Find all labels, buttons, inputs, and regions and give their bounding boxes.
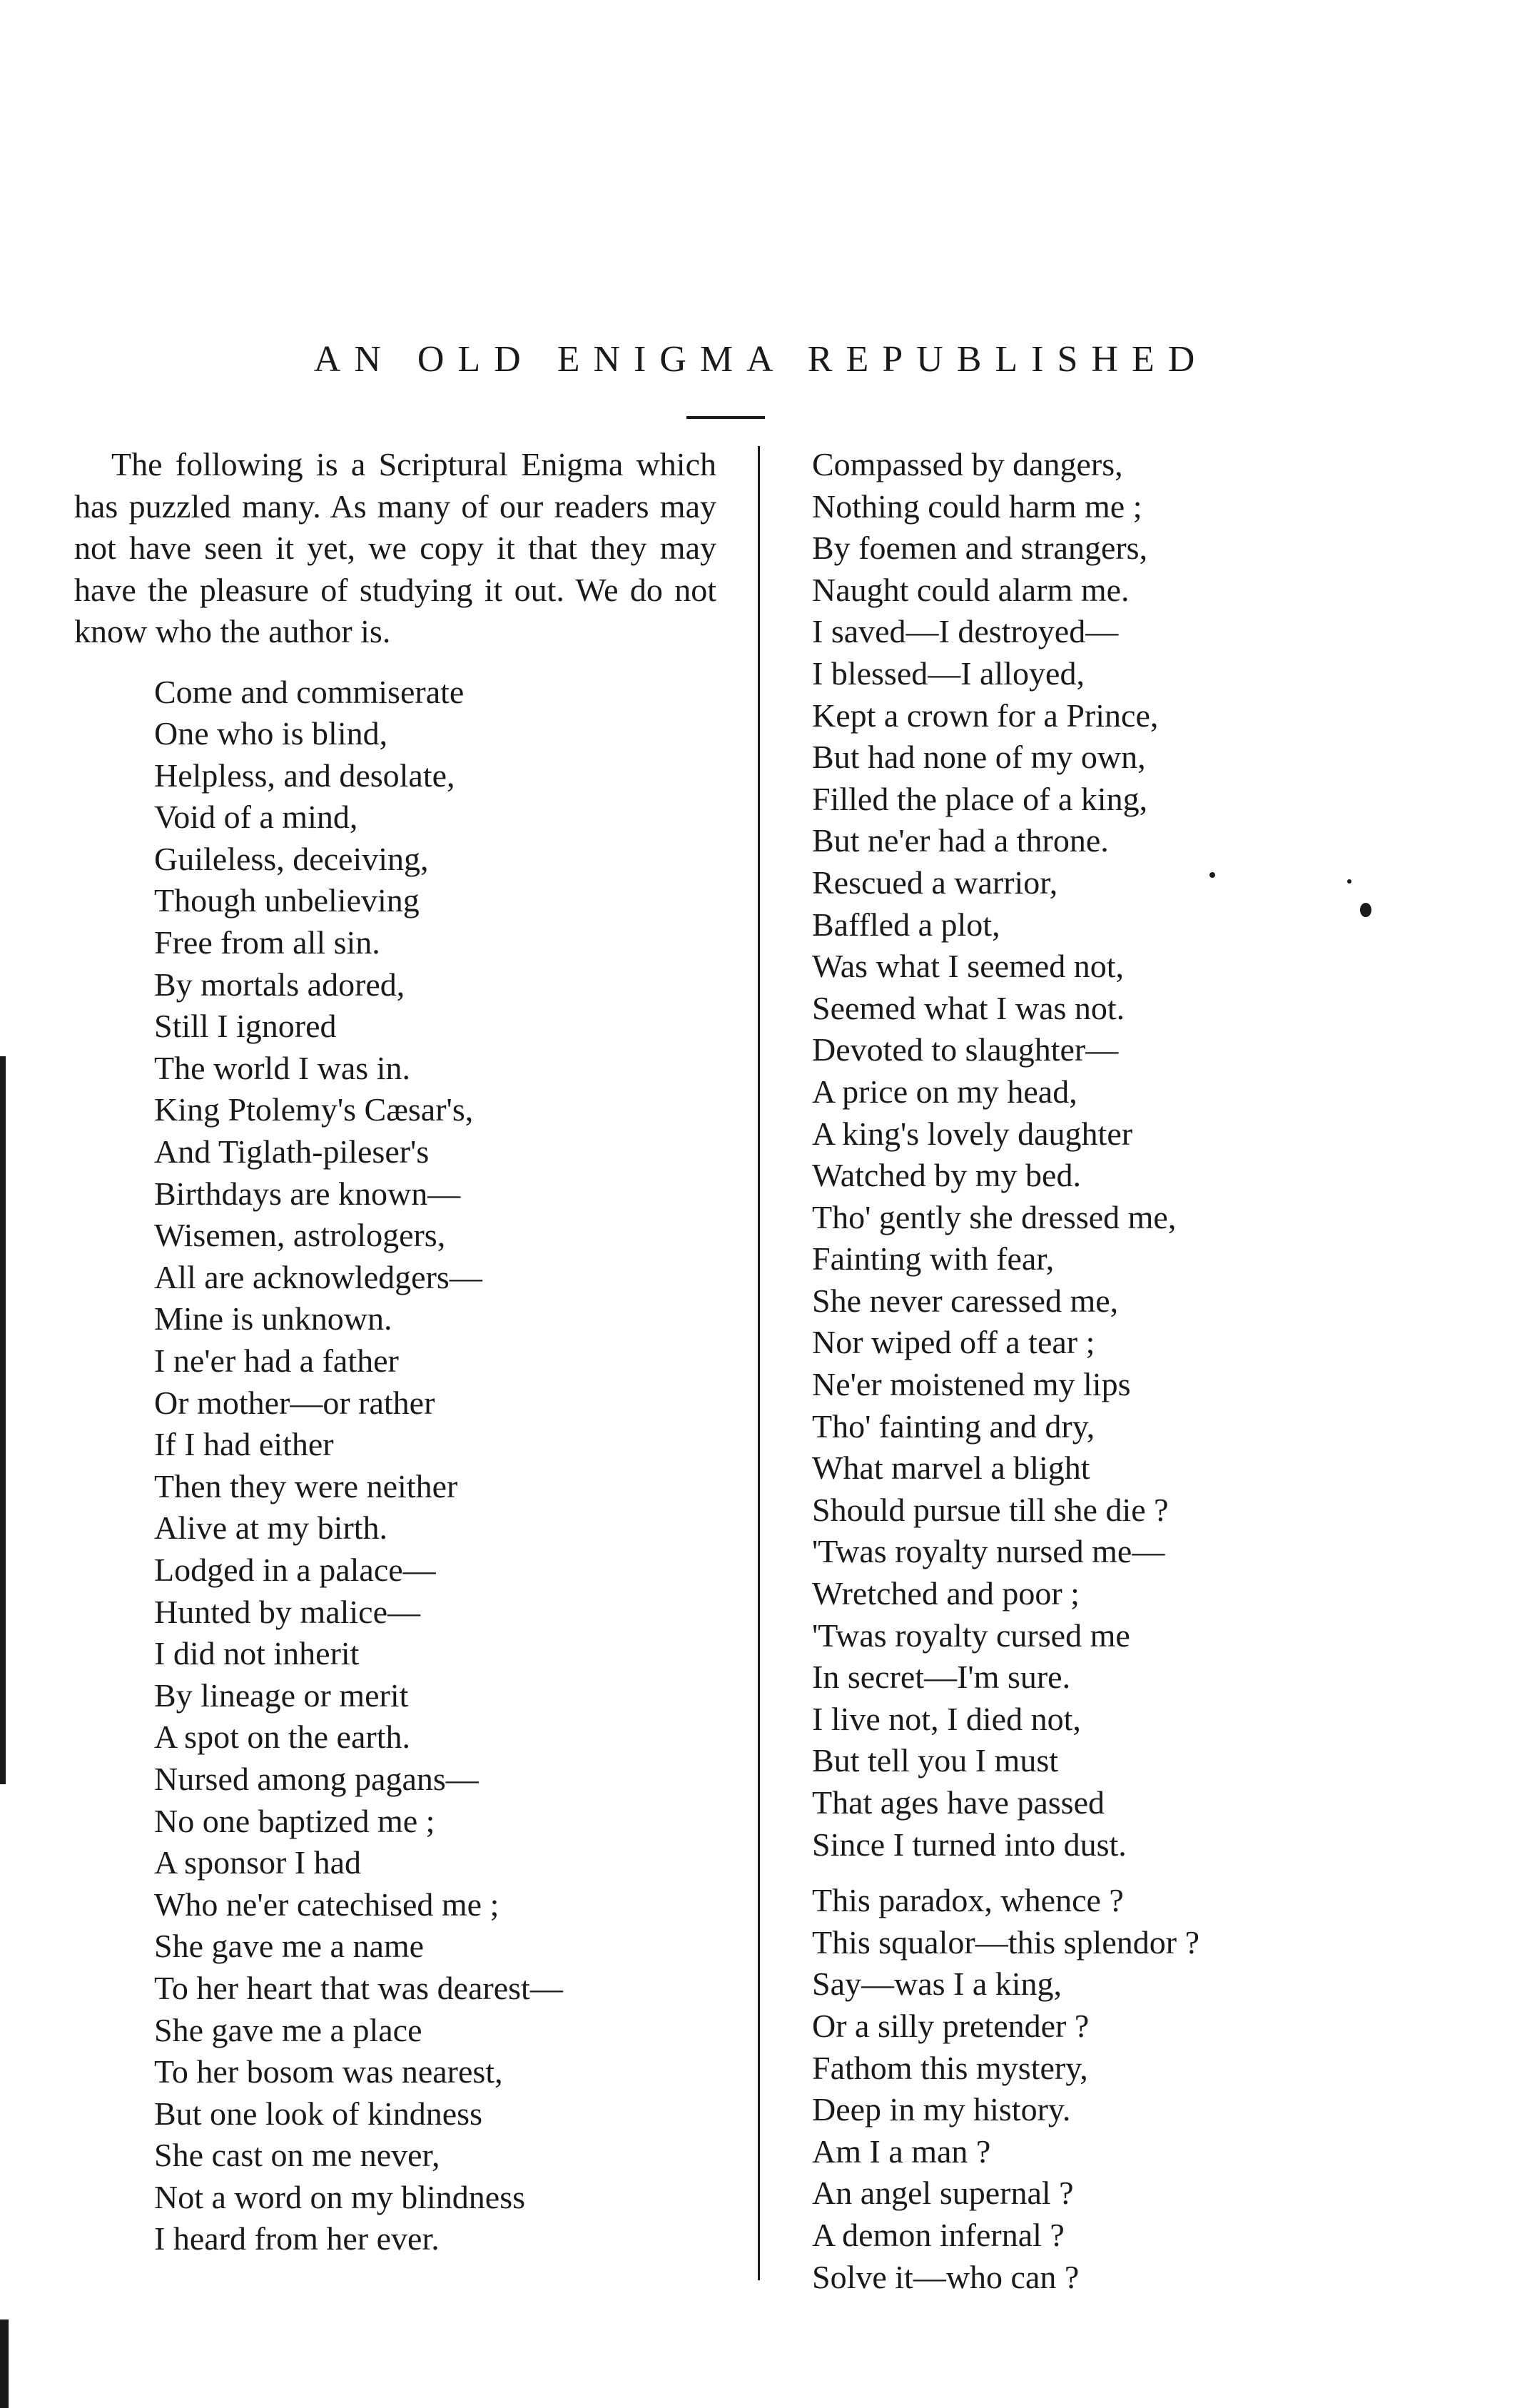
verse-line: Or mother—or rather <box>154 1384 435 1421</box>
verse-line: Should pursue till she die ? <box>812 1491 1169 1528</box>
verse-line: I did not inherit <box>154 1635 360 1672</box>
verse-line: But one look of kindness <box>154 2095 482 2132</box>
verse-line: Alive at my birth. <box>154 1509 388 1547</box>
verse-line: And Tiglath-pileser's <box>154 1133 430 1170</box>
verse-line: To her bosom was nearest, <box>154 2053 503 2090</box>
verse-line: Solve it—who can ? <box>812 2258 1080 2295</box>
verse-line: Lodged in a palace— <box>154 1551 436 1588</box>
ink-speck <box>1209 872 1215 878</box>
verse-line: Not a word on my blindness <box>154 2178 526 2215</box>
verse-line: Who ne'er catechised me ; <box>154 1886 499 1923</box>
page-edge-mark <box>0 1056 6 1784</box>
verse-line: Or a silly pretender ? <box>812 2007 1090 2044</box>
verse-line: In secret—I'm sure. <box>812 1659 1071 1696</box>
column-divider <box>758 446 760 2280</box>
verse-line: Wretched and poor ; <box>812 1575 1080 1612</box>
title-rule <box>686 416 765 419</box>
verse-line: Guileless, deceiving, <box>154 840 429 877</box>
verse-line: A spot on the earth. <box>154 1719 410 1756</box>
verse-line: All are acknowledgers— <box>154 1258 482 1295</box>
verse-left <box>74 672 716 2261</box>
intro-text: The following is a Scriptural Enigma which has puzzled many. As many of our readers may not have seen it yet, we copy it that they may have the pleasure of studying it out. We do not know who the author is. <box>74 446 716 649</box>
verse-right-stanza-2 <box>812 1880 1454 2298</box>
verse-line: By mortals adored, <box>154 966 405 1003</box>
verse-line: One who is blind, <box>154 715 388 752</box>
page-edge-mark <box>0 2320 9 2408</box>
verse-line: Since I turned into dust. <box>812 1826 1127 1863</box>
verse-line: A price on my head, <box>812 1073 1077 1110</box>
verse-line: Devoted to slaughter— <box>812 1031 1119 1068</box>
verse-line: Was what I seemed not, <box>812 948 1124 985</box>
verse-line: Watched by my bed. <box>812 1157 1081 1194</box>
verse-line: Compassed by dangers, <box>812 446 1123 482</box>
verse-line: Mine is unknown. <box>154 1300 392 1337</box>
verse-line: An angel supernal ? <box>812 2175 1074 2212</box>
verse-line: Wisemen, astrologers, <box>154 1217 446 1254</box>
verse-line: This paradox, whence ? <box>812 1882 1124 1919</box>
verse-line: I blessed—I alloyed, <box>812 654 1085 692</box>
verse-line: Ne'er moistened my lips <box>812 1366 1131 1403</box>
verse-right-stanza-1 <box>812 444 1454 1866</box>
left-column <box>74 444 716 2260</box>
verse-line: A demon infernal ? <box>812 2216 1065 2253</box>
verse-line: She gave me a place <box>154 2011 422 2048</box>
verse-line: A king's lovely daughter <box>812 1115 1133 1152</box>
verse-line: She gave me a name <box>154 1928 425 1965</box>
verse-line: This squalor—this splendor ? <box>812 1923 1199 1961</box>
verse-line: Still I ignored <box>154 1008 337 1045</box>
verse-line: Free from all sin. <box>154 924 380 961</box>
verse-line: Say—was I a king, <box>812 1966 1062 2003</box>
verse-line: Rescued a warrior, <box>812 864 1058 901</box>
ink-speck <box>1347 879 1351 884</box>
verse-line: Nothing could harm me ; <box>812 487 1142 525</box>
verse-line: 'Twas royalty nursed me— <box>812 1533 1165 1570</box>
verse-line: She never caressed me, <box>812 1282 1119 1319</box>
verse-line: Tho' gently she dressed me, <box>812 1198 1177 1235</box>
verse-line: Baffled a plot, <box>812 906 1000 943</box>
verse-line: Void of a mind, <box>154 799 358 836</box>
verse-line: Then they were neither <box>154 1467 458 1504</box>
ink-speck <box>1360 903 1371 917</box>
article-title: AN OLD ENIGMA REPUBLISHED <box>313 339 1209 380</box>
verse-line: A sponsor I had <box>154 1844 362 1881</box>
verse-line: She cast on me never, <box>154 2137 440 2174</box>
verse-line: I heard from her ever. <box>154 2220 440 2257</box>
verse-line: No one baptized me ; <box>154 1802 435 1839</box>
verse-line: King Ptolemy's Cæsar's, <box>154 1091 474 1128</box>
verse-line: Nor wiped off a tear ; <box>812 1324 1095 1361</box>
verse-line: To her heart that was dearest— <box>154 1969 563 2006</box>
verse-line: 'Twas royalty cursed me <box>812 1617 1130 1654</box>
verse-line: Though unbelieving <box>154 882 420 919</box>
verse-line: Deep in my history. <box>812 2091 1071 2128</box>
verse-line: I saved—I destroyed— <box>812 613 1119 650</box>
verse-line: Tho' fainting and dry, <box>812 1407 1095 1445</box>
right-column <box>812 444 1454 2298</box>
verse-line: I ne'er had a father <box>154 1342 399 1379</box>
verse-line: Hunted by malice— <box>154 1593 421 1630</box>
verse-line: What marvel a blight <box>812 1450 1090 1487</box>
verse-line: By foemen and strangers, <box>812 530 1148 567</box>
verse-line: Nursed among pagans— <box>154 1760 479 1797</box>
verse-line: I live not, I died not, <box>812 1700 1081 1737</box>
verse-line: Fathom this mystery, <box>812 2049 1088 2086</box>
verse-line: That ages have passed <box>812 1784 1105 1821</box>
verse-line: But ne'er had a throne. <box>812 822 1109 859</box>
verse-line: Helpless, and desolate, <box>154 757 455 794</box>
verse-line: Naught could alarm me. <box>812 571 1130 608</box>
intro-paragraph <box>74 444 716 653</box>
verse-line: Seemed what I was not. <box>812 989 1125 1026</box>
verse-line: Fainting with fear, <box>812 1240 1055 1278</box>
verse-line: By lineage or merit <box>154 1676 409 1714</box>
verse-line: The world I was in. <box>154 1049 410 1086</box>
verse-line: Am I a man ? <box>812 2133 991 2170</box>
verse-line: If I had either <box>154 1426 334 1463</box>
verse-line: Kept a crown for a Prince, <box>812 697 1159 734</box>
verse-line: Come and commiserate <box>154 673 465 710</box>
verse-line: But tell you I must <box>812 1742 1058 1779</box>
verse-line: Birthdays are known— <box>154 1175 461 1212</box>
verse-line: But had none of my own, <box>812 739 1146 776</box>
verse-line: Filled the place of a king, <box>812 780 1148 817</box>
